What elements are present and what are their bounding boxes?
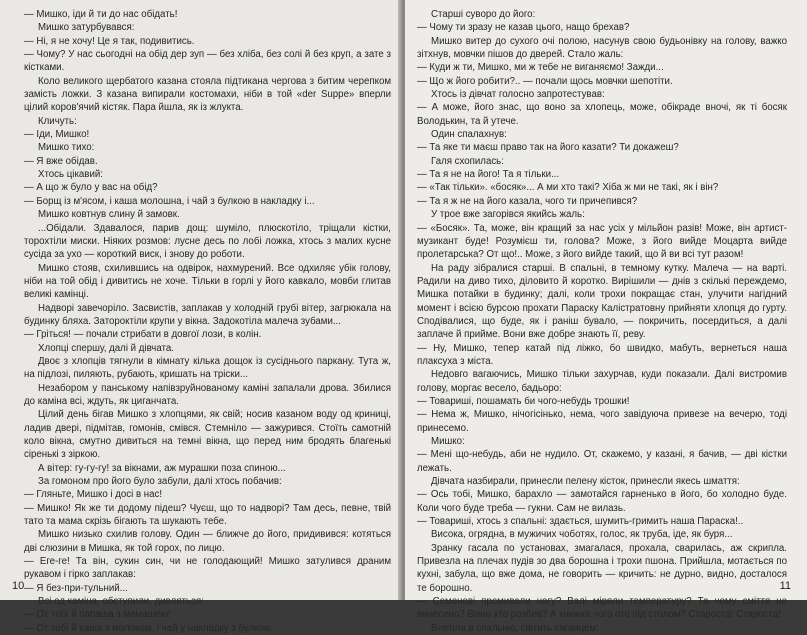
paragraph: — Ні, я не хочу! Це я так, подивитись. bbox=[24, 35, 195, 47]
paragraph: — «Так тільки». «босяк»... А ми хто такі? Хіба ж ми не такі, як і він? bbox=[417, 182, 719, 194]
paragraph: Мишко тихо: bbox=[38, 142, 95, 154]
paragraph: Цілий день бігав Мишко з хлопцями, як свій; носив казаном воду од криниці, ладив двері, підмітав, гомонів, смівся. Стемніло — зажурився. Стоїть самотній коло вікна, смутно дивиться на темні вікна, що перед ним бродять благенькі сіренькі з зіркою. bbox=[24, 409, 391, 461]
paragraph: У трое вже загорівся якийсь жаль: bbox=[431, 209, 585, 221]
paragraph: Зранку гасала по установах, змагалася, прохала, сварилась, аж скрипла. Привезла на плечах пудів зо два борошна і трохи пшона. Прийшла, мотається по кухні, забула, що вже дома, не говорить — кричить: не дурно, видно, досталося те борошно. bbox=[417, 542, 787, 594]
paragraph: — Товариші, хтось з спальні: здається, шумить-гримить наша Параска!.. bbox=[417, 516, 744, 528]
paragraph: — От тобі й каша з молоком, і чай у накладку з булкою. bbox=[24, 622, 274, 634]
paragraph: — Семенові промивали ногу? Валі міряли температуру? Та чому сміття не винесено? Вікно хто розбив? А книжка чого ото під столом? Староста! Староста! bbox=[417, 596, 787, 621]
paragraph: Хтось цікавий: bbox=[38, 169, 103, 181]
paragraph: Мишко витер до сухого очі полою, насунув свою будьонівку на голову, важко зітхнув, мовчки пішов до дверей. Стало жаль: bbox=[417, 35, 787, 61]
paragraph: Галя схопилась: bbox=[431, 155, 504, 167]
paragraph: — Мишко! Як же ти додому підеш? Чуєш, що то надворі? Там десь, певне, твій тато та мама скрізь бігають та шукають тебе. bbox=[24, 502, 391, 528]
paragraph: Недовго вагаючись, Мишко тільки захурчав, куди показали. Далі вистромив голову, моргає весело, бадьоро: bbox=[417, 369, 787, 394]
paragraph: — А що ж було у вас на обід? bbox=[24, 182, 158, 194]
paragraph: Кличуть: bbox=[38, 115, 77, 127]
paragraph: — Товариші, пошамать би чого-небудь трошки! bbox=[417, 395, 630, 407]
paragraph: — Та я ж не на його казала, чого ти причепився? bbox=[417, 195, 638, 207]
paragraph: — Еге-ге! Та він, сукин син, чи не голодающий! Мишко затулився драним рукавом і гірко заплакав: bbox=[24, 556, 391, 581]
paragraph: Старші суворо до його: bbox=[431, 9, 536, 20]
paragraph: Мишко стояв, схилившись на одвірок, нахмурений. Все одхиляє убік голову, ніби на той обід і дивитись не хоче. Тільки в горлі у його кавкало, мовби глитав великі камінці. bbox=[24, 262, 391, 301]
paragraph: — Я вже обідав. bbox=[24, 155, 98, 167]
paragraph: Двоє з хлопців тягнули в кімнату кілька дощок із сусіднього паркану. Тута ж, на підлозі, пиляють, рубають, кришать на тріски... bbox=[24, 355, 391, 381]
paragraph: — Гляньте, Мишко і досі в нас! bbox=[24, 489, 163, 501]
paragraph: На раду зібралися старші. В спальні, в темному кутку. Малеча — на варті. Радили на диво тихо, діловито й коротко. Вирішили — днів з скількі переждемо, Мишка потайки в будинку; далі, коли трохи покращає стан, улучити нагідний момент і всією бурсою прохати Параску Калістратовну прийняти хлопця до гурту. Сподівалися, що буде, як і раніш бувало, — покричить, посердиться, а далі заплаче й прийме. Вони вже добре знають її, реву. bbox=[417, 262, 787, 341]
paragraph: — «Босяк». Та, може, він кращий за нас усіх у мільйон разів! Може, він артист-музикант буде! Розумієш ти, голова? Може, з його вийде Моцарта вийде пролетарська? От що!.. Може, з його вийде такий, що й ви всі тут разом! bbox=[417, 222, 787, 261]
paragraph: — Що ж його робити?.. — почали щось мовчки шепотіти. bbox=[417, 75, 673, 87]
right-page-number: 11 bbox=[779, 580, 791, 592]
paragraph: Дівчата назбирали, принесли пелену кісток, принесли якесь шмаття: bbox=[431, 476, 740, 488]
paragraph: — Ну, Мишко, тепер катай під ліжко, бо швидко, мабуть, вернеться наша плаксуха з міста. bbox=[417, 342, 787, 367]
paragraph: — Ось тобі, Мишко, барахло — замотайся гарненько в його, бо холодно буде. Коли чого буде треба — гукни. Сам не вилазь. bbox=[417, 489, 787, 514]
left-page-number: 10 bbox=[12, 580, 25, 592]
paragraph: Коло великого щербатого казана стояла підтикана чергова з битим черепком замість ложки. З казана випирали костомахи, ніби в той «der Suppe» вперли цілий коров'ячий кістяк. Пара йшла, як із жлукта. bbox=[24, 75, 391, 114]
paragraph: Влетіла в спальню, світить каганцем: bbox=[431, 622, 599, 634]
paragraph: Мишко ковтнув слину й замовк. bbox=[38, 209, 180, 221]
paragraph: Надворі завечоріло. Засвистів, заплакав у холодній грубі вітер, загрюкала на будинку бляха. Затороктіли крупи у вікна. Задокотіла малеча зубами... bbox=[24, 302, 391, 327]
paragraph: — Нема ж, Мишко, нічогісінько, нема, чого завідуюча привезе на вечерю, тоді принесемо. bbox=[417, 409, 787, 434]
paragraph: Незабором у панському напівзруйнованому каміні запалали дрова. Збилися до каміна всі, ждуть, як циганчата. bbox=[24, 382, 391, 407]
paragraph: Всі од каміна, обступили, дивляться: bbox=[38, 596, 204, 608]
paragraph: Мишко затурбувався: bbox=[38, 22, 135, 34]
paragraph: Хтось із дівчат голосно запротестував: bbox=[431, 89, 605, 101]
paragraph: За гомоном про його було забули, далі хтось побачив: bbox=[38, 476, 282, 488]
paragraph: — Чому ти зразу не казав цього, нащо брехав? bbox=[417, 22, 630, 34]
paragraph: — Я без-при-тульний... bbox=[24, 582, 128, 594]
paragraph: Мишко: bbox=[431, 436, 465, 447]
paragraph: — От тобі й папаша з мамашею! bbox=[24, 609, 171, 621]
paragraph: — Іди, Мишко! bbox=[24, 129, 90, 141]
paragraph: ...Обідали. Здавалося, парив дощ: шуміло, плюскотіло, тріщали кістки, торохтіли миски. Ніяких розмов: лусне десь по лобі ложка, хтось з малих кусне сусіда за ухо — короткий виск, і знову до роботи. bbox=[24, 222, 391, 261]
paragraph: А вітер: гу-гу-гу! за вікнами, аж мурашки поза спиною... bbox=[38, 462, 286, 474]
paragraph: Хлопці спершу, далі й дівчата. bbox=[38, 342, 174, 354]
paragraph: — Чому? У нас сьогодні на обід дер зуп — без хліба, без солі й без круп, а зате з кістками. bbox=[24, 49, 391, 74]
right-page-text bbox=[417, 8, 787, 635]
paragraph: Мишко низько схилив голову. Один — ближче до його, придивився: котяться дві слюзини в Мишка, як той горох, по лицю. bbox=[24, 529, 391, 554]
paragraph: — Борщ із м'ясом, і каша молошна, і чай з булкою в накладку і... bbox=[24, 195, 315, 207]
paragraph: — Та яке ти маєш право так на його казати? Ти докажеш? bbox=[417, 142, 679, 154]
paragraph: — Та я не на його! Та я тільки... bbox=[417, 169, 560, 181]
paragraph: — А може, його знас, що воно за хлопець, може, обікраде вночі, як ті босяк Володькин, та й утече. bbox=[417, 102, 787, 127]
paragraph: — Куди ж ти, Мишко, ми ж тебе не виганяємо! Зажди... bbox=[417, 62, 664, 74]
paragraph: Один спалахнув: bbox=[431, 129, 507, 141]
right-page bbox=[405, 0, 807, 634]
left-page-text bbox=[24, 8, 391, 635]
paragraph: — Мишко, іди й ти до нас обідать! bbox=[24, 9, 178, 20]
paragraph: — Гріться! — почали стрибати в довгої лози, в колін. bbox=[24, 329, 262, 341]
left-page bbox=[0, 0, 401, 634]
paragraph: — Мені що-небудь, аби не нудило. От, скажемо, у казані, я бачив, — дві кістки лежать. bbox=[417, 449, 787, 474]
paragraph: Висока, огрядна, в мужичих чоботях, голос, як труба, іде, як буря... bbox=[431, 529, 733, 541]
